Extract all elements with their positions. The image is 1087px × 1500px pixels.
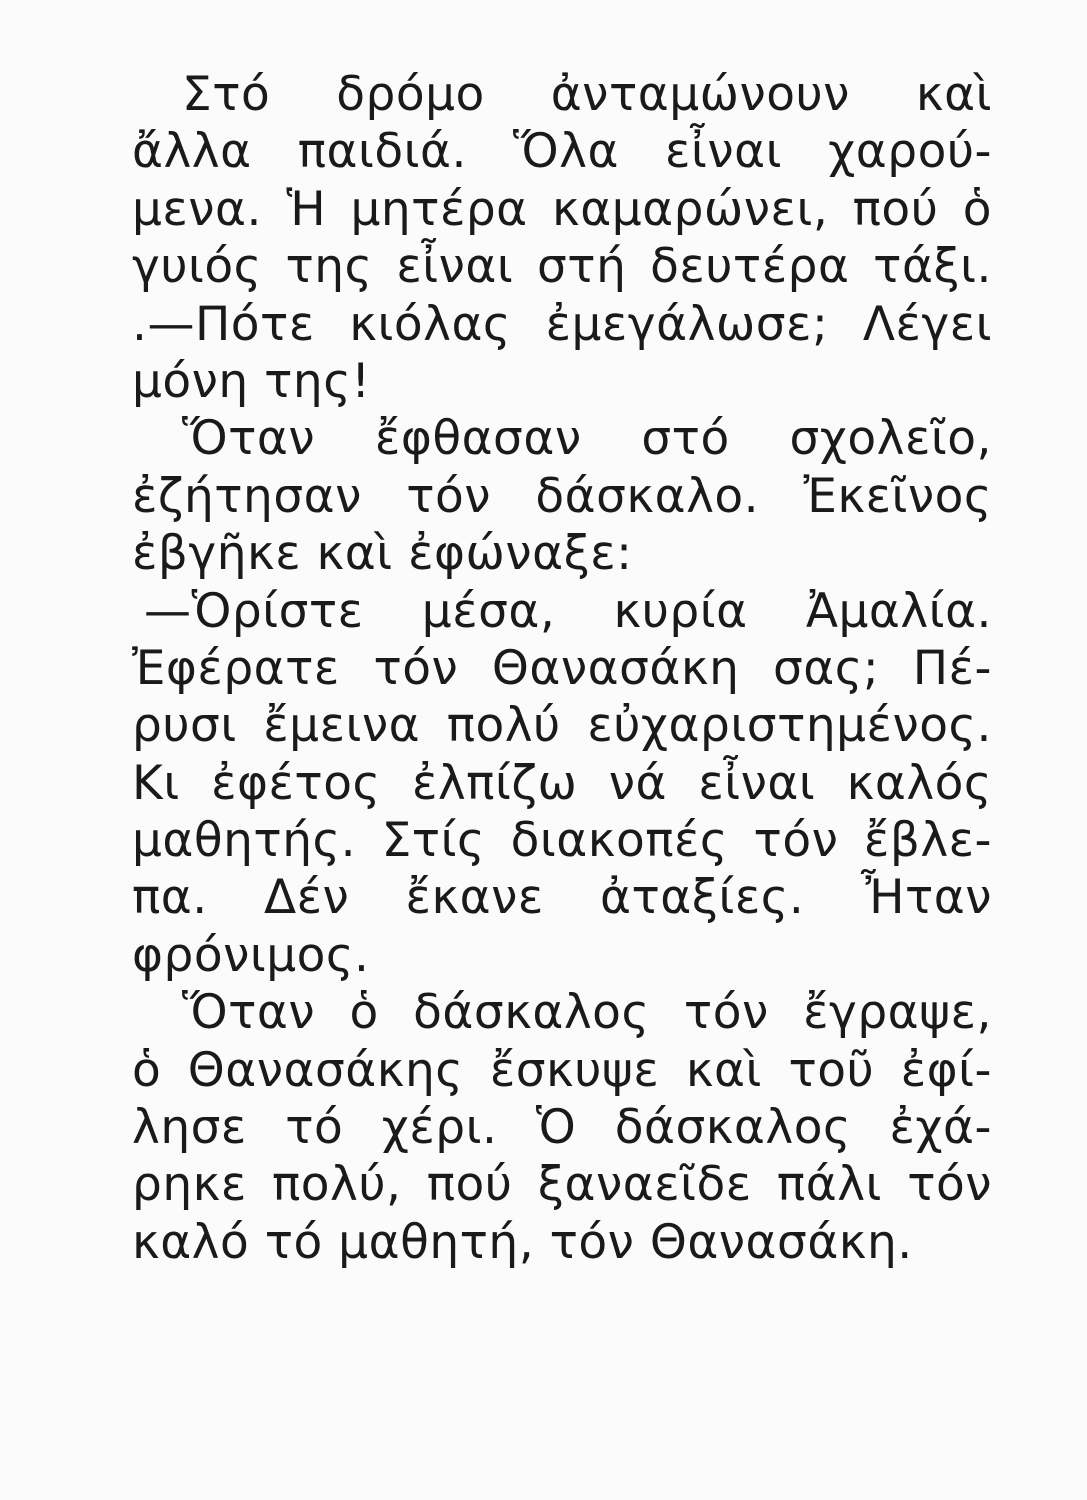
text-line: ρηκε πολύ, πού ξαναεῖδε πάλι τόν — [132, 1157, 992, 1213]
text-line: γυιός της εἶναι στή δευτέρα τάξι. — [132, 239, 992, 295]
text-line: μαθητής. Στίς διακοπές τόν ἔβλε- — [132, 813, 992, 869]
text-line: πα. Δέν ἔκανε ἀταξίες. Ἦταν — [132, 870, 992, 926]
text-line: ρυσι ἔμεινα πολύ εὐχαριστημένος. — [132, 698, 992, 754]
text-line: .—Πότε κιόλας ἐμεγάλωσε; Λέγει — [132, 296, 992, 352]
text-line: καλό τό μαθητή, τόν Θανασάκη. — [132, 1214, 913, 1270]
text-line: φρόνιμος. — [132, 927, 370, 983]
text-line: Κι ἐφέτος ἐλπίζω νά εἶναι καλός — [132, 755, 992, 811]
text-line: ἐβγῆκε καὶ ἐφώναξε: — [132, 526, 633, 582]
text-line: Ἐφέρατε τόν Θανασάκη σας; Πέ- — [132, 640, 992, 696]
text-line: λησε τό χέρι. Ὁ δάσκαλος ἐχά- — [132, 1100, 992, 1156]
text-line: ὁ Θανασάκης ἔσκυψε καὶ τοῦ ἐφί- — [132, 1042, 992, 1098]
text-line: Στό δρόμο ἀνταμώνουν καὶ — [182, 67, 992, 122]
body-text — [132, 66, 992, 1271]
text-line: μενα. Ἡ μητέρα καμαρώνει, πού ὁ — [132, 181, 992, 237]
text-line: μόνη της! — [132, 353, 371, 409]
text-line: Ὅταν ἔφθασαν στό σχολεῖο, — [182, 411, 992, 467]
text-line: —Ὁρίστε μέσα, κυρία Ἀμαλία. — [144, 583, 992, 639]
text-line: ἐζήτησαν τόν δάσκαλο. Ἐκεῖνος — [132, 468, 992, 524]
text-line: ἄλλα παιδιά. Ὅλα εἶναι χαρού- — [132, 124, 992, 180]
text-line: Ὅταν ὁ δάσκαλος τόν ἔγραψε, — [182, 985, 992, 1041]
